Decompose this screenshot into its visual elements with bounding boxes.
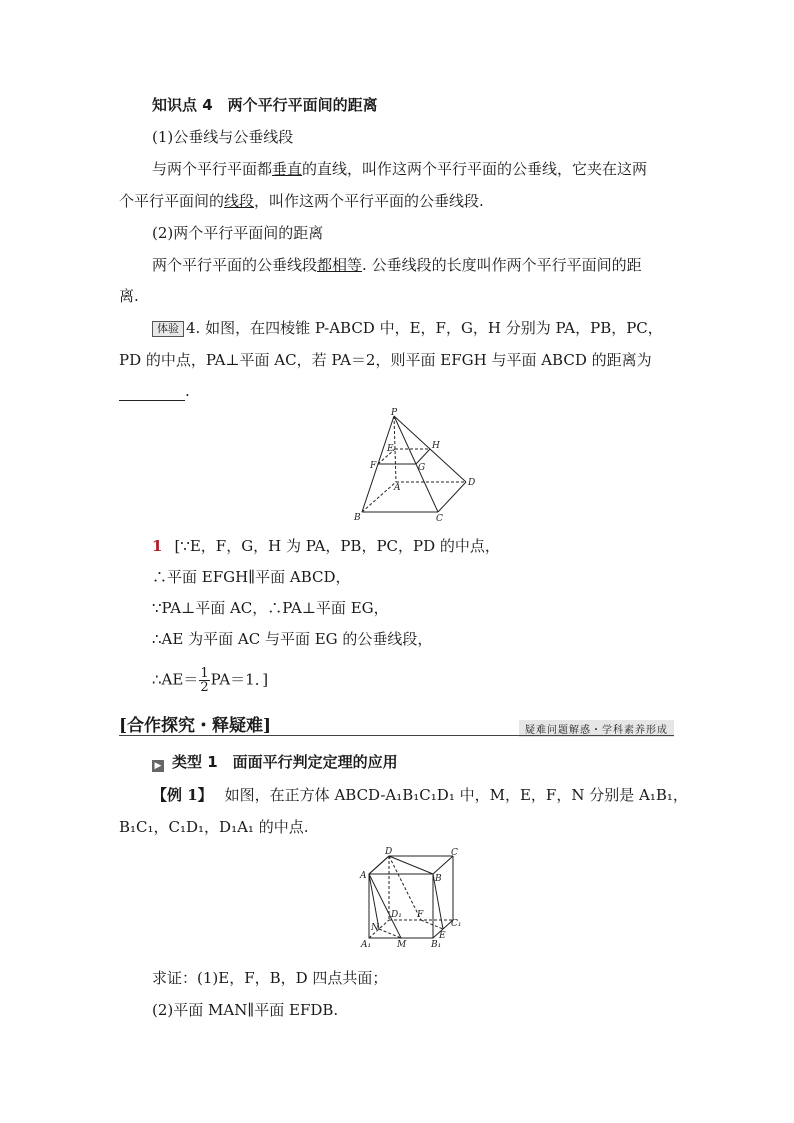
- prove-line-1: 求证：(1)E，F，B，D 四点共面；: [152, 969, 388, 987]
- subheading-1: (1)公垂线与公垂线段: [152, 128, 294, 146]
- knowledge-title: 知识点 4 两个平行平面间的距离: [152, 96, 378, 114]
- label-B: B: [354, 513, 361, 523]
- prove-line-2: (2)平面 MAN∥平面 EFDB.: [152, 1001, 339, 1019]
- cube-label-C: C: [451, 848, 458, 858]
- section-tag: 疑难问题解惑・学科素养形成: [519, 720, 674, 737]
- cube-label-B: B: [435, 874, 442, 884]
- answer-value: 1: [152, 537, 163, 555]
- solution-line-1: 1 [∵E，F，G，H 为 PA，PB，PC，PD 的中点，: [152, 537, 500, 555]
- label-D: D: [468, 478, 476, 488]
- label-A: A: [394, 483, 401, 493]
- label-E: E: [387, 444, 394, 454]
- exercise-tag: 体验: [152, 321, 184, 337]
- cube-label-N: N: [371, 923, 379, 933]
- exercise-line-2: PD 的中点，PA⊥平面 AC，若 PA＝2，则平面 EFGH 与平面 ABCD 的距离为: [119, 351, 652, 369]
- type-heading: ▶ 类型 1 面面平行判定定理的应用: [152, 752, 398, 772]
- label-H: H: [432, 441, 440, 451]
- paragraph-2-line-1: 两个平行平面的公垂线段都相等. 公垂线段的长度叫作两个平行平面间的距: [152, 256, 642, 274]
- paragraph-2-line-2: 离.: [119, 287, 139, 305]
- cube-label-F: F: [417, 910, 424, 920]
- cube-label-E: E: [439, 931, 446, 941]
- solution-line-5: ∴AE＝ $\frac{1}{2}$ PA＝1．]: [152, 666, 269, 695]
- example-line-2: B₁C₁，C₁D₁，D₁A₁ 的中点.: [119, 818, 309, 836]
- cube-label-D: D: [385, 847, 393, 857]
- example-line-1: 【例 1】 如图，在正方体 ABCD-A₁B₁C₁D₁ 中，M，E，F，N 分别是 A₁B₁，: [152, 786, 688, 804]
- exercise-line-3: .: [119, 381, 190, 401]
- paragraph-1-line-1: 与两个平行平面都垂直的直线，叫作这两个平行平面的公垂线，它夹在这两: [152, 160, 648, 178]
- cube-label-C1: C₁: [451, 919, 462, 929]
- section-title: [合作探究・释疑难]: [119, 716, 272, 736]
- play-icon: ▶: [152, 760, 164, 772]
- answer-blank: [119, 384, 185, 401]
- section-divider: [119, 735, 674, 736]
- pyramid-figure: [350, 408, 480, 526]
- paragraph-1-line-2: 个平行平面间的线段，叫作这两个平行平面的公垂线段.: [119, 192, 484, 210]
- label-C: C: [436, 514, 443, 524]
- cube-label-A: A: [360, 871, 367, 881]
- cube-label-A1: A₁: [361, 940, 372, 950]
- label-G: G: [418, 463, 426, 473]
- subheading-2: (2)两个平行平面间的距离: [152, 224, 324, 242]
- exercise-line-1: 体验 4. 如图，在四棱锥 P-ABCD 中，E，F，G，H 分别为 PA，PB，PC，: [152, 318, 663, 338]
- label-F: F: [370, 461, 377, 471]
- solution-line-4: ∴AE 为平面 AC 与平面 EG 的公垂线段，: [152, 630, 433, 648]
- cube-label-D1: D₁: [391, 910, 402, 920]
- solution-line-2: ∴平面 EFGH∥平面 ABCD，: [152, 568, 351, 586]
- solution-line-3: ∵PA⊥平面 AC，∴PA⊥平面 EG，: [152, 599, 389, 617]
- cube-label-M: M: [397, 940, 407, 950]
- label-P: P: [391, 408, 398, 418]
- fraction-half: $\frac{1}{2}$: [200, 666, 209, 695]
- cube-figure: [355, 846, 465, 956]
- cube-label-B1: B₁: [431, 940, 442, 950]
